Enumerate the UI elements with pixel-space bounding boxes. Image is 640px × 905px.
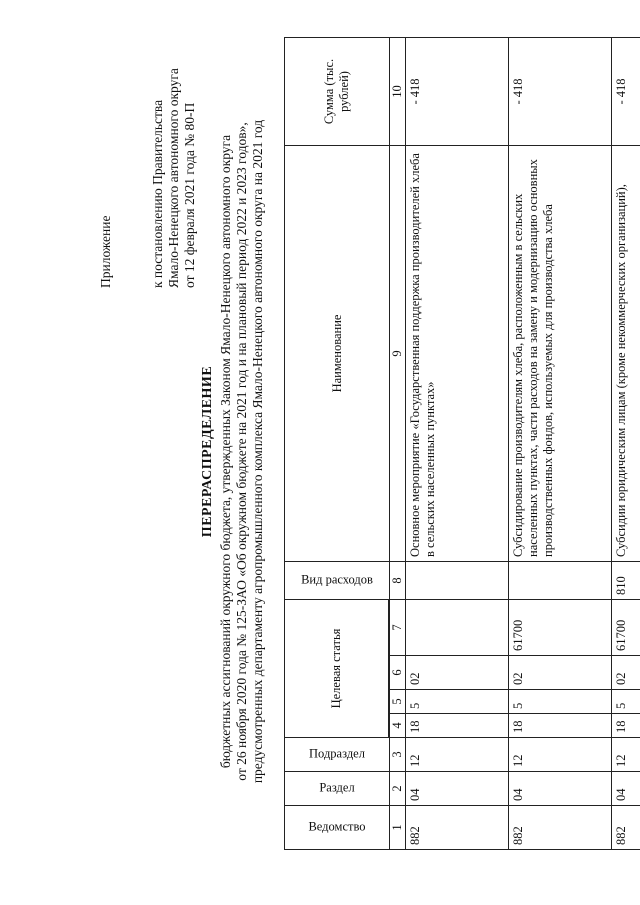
cell-target-subprogram: 5 xyxy=(509,690,612,714)
appendix-ref-line: от 12 февраля 2021 года № 80-П xyxy=(182,102,197,288)
column-number: 4 xyxy=(390,714,406,738)
appendix-ref-line: Ямало-Ненецкого автономного округа xyxy=(166,68,181,288)
column-number: 6 xyxy=(390,656,406,690)
cell-sum: - 418 xyxy=(406,37,509,145)
subtitle-line: бюджетных ассигнований окружного бюджета, утвержденных Законом Ямало-Ненецкого автономного округа xyxy=(218,134,233,769)
cell-podrazdel: 12 xyxy=(406,738,509,772)
header-vid: Вид расходов xyxy=(285,561,390,599)
cell-sum: - 418 xyxy=(612,37,640,145)
cell-target-subprogram: 5 xyxy=(612,690,640,714)
column-number: 10 xyxy=(390,37,406,145)
cell-target-subprogram: 5 xyxy=(406,690,509,714)
document-title: ПЕРЕРАСПРЕДЕЛЕНИЕ xyxy=(200,365,215,538)
cell-target-program: 18 xyxy=(406,714,509,738)
header-vedomstvo: Ведомство xyxy=(285,806,390,850)
table-row xyxy=(612,37,640,849)
cell-target-direction xyxy=(406,599,509,655)
cell-sum: - 418 xyxy=(509,37,612,145)
header-sum: Сумма (тыс. рублей) xyxy=(285,37,390,145)
header-razdel: Раздел xyxy=(285,772,390,806)
column-number: 5 xyxy=(390,690,406,714)
cell-razdel: 04 xyxy=(509,772,612,806)
cell-vid: 810 xyxy=(612,561,640,599)
cell-name: Субсидирование производителям хлеба, расположенным в сельских населенных пунктах, части расходов на замену и модернизацию основных производственных фондов, используемых для производства хлеба xyxy=(509,145,612,561)
cell-podrazdel: 12 xyxy=(612,738,640,772)
subtitle-line: от 26 ноября 2020 года № 125-ЗАО «Об окружном бюджете на 2021 год и на плановый период 2022 и 2023 годов», xyxy=(234,122,249,781)
header-row xyxy=(285,37,389,849)
header-name: Наименование xyxy=(285,145,390,561)
header-podrazdel: Подраздел xyxy=(285,738,390,772)
column-number: 1 xyxy=(390,806,406,850)
subtitle-line: предусмотренных департаменту агропромышленного комплекса Ямало-Ненецкого автономного округа на 2021 год xyxy=(250,119,265,784)
cell-target-program: 18 xyxy=(509,714,612,738)
column-number: 7 xyxy=(390,599,406,655)
cell-vid xyxy=(509,561,612,599)
column-number-row xyxy=(390,37,406,849)
cell-target-direction: 61700 xyxy=(612,599,640,655)
column-number: 3 xyxy=(390,738,406,772)
column-number: 9 xyxy=(390,145,406,561)
table-row xyxy=(406,37,509,849)
cell-target-event: 02 xyxy=(509,656,612,690)
cell-vedomstvo: 882 xyxy=(406,806,509,850)
column-number: 2 xyxy=(390,772,406,806)
header-target: Целевая статья xyxy=(285,599,389,737)
appendix-label: Приложение xyxy=(98,215,113,288)
document-subtitle xyxy=(218,25,266,878)
budget-table xyxy=(284,37,640,850)
column-number: 8 xyxy=(390,561,406,599)
cell-vedomstvo: 882 xyxy=(509,806,612,850)
cell-name: Основное мероприятие «Государственная поддержка производителей хлеба в сельских населенных пунктах» xyxy=(406,145,509,561)
cell-razdel: 04 xyxy=(406,772,509,806)
appendix-block xyxy=(98,28,198,288)
cell-vedomstvo: 882 xyxy=(612,806,640,850)
rotated-page xyxy=(22,25,628,878)
cell-razdel: 04 xyxy=(612,772,640,806)
cell-vid xyxy=(406,561,509,599)
appendix-ref-line: к постановлению Правительства xyxy=(150,99,165,288)
table-row xyxy=(509,37,612,849)
cell-name: Субсидии юридическим лицам (кроме некоммерческих организаций), xyxy=(612,145,640,561)
cell-target-program: 18 xyxy=(612,714,640,738)
cell-target-event: 02 xyxy=(406,656,509,690)
cell-target-direction: 61700 xyxy=(509,599,612,655)
cell-target-event: 02 xyxy=(612,656,640,690)
cell-podrazdel: 12 xyxy=(509,738,612,772)
